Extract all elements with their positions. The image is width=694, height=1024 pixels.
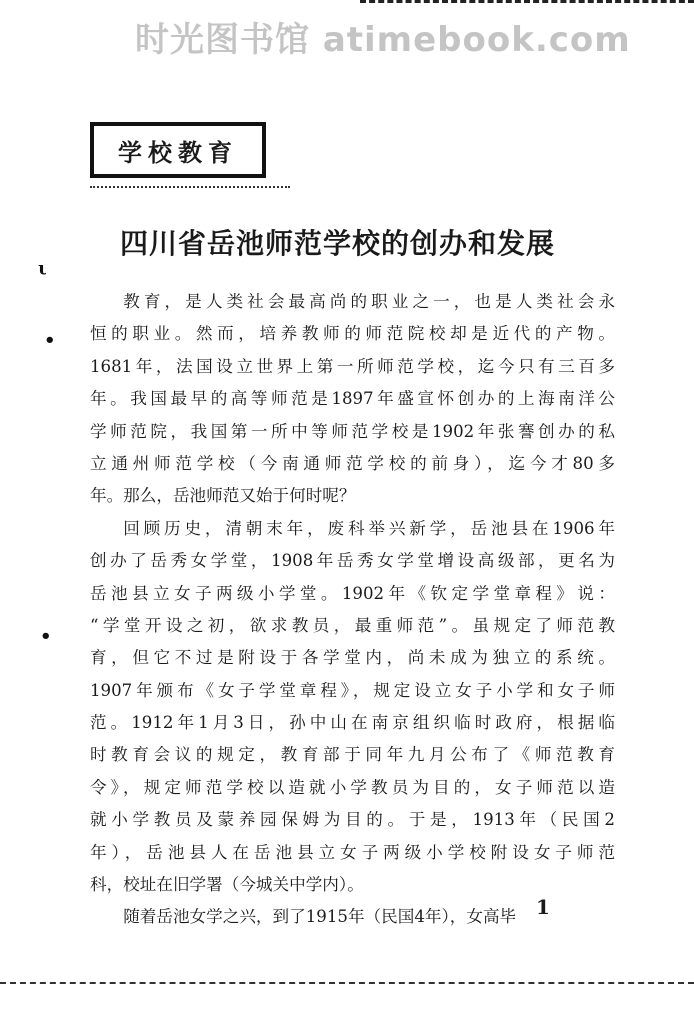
text-line: 恒的职业。然而，培养教师的师范院校却是近代的产物。 — [90, 324, 615, 344]
bottom-dashed-rule — [0, 982, 694, 986]
top-dashed-rule — [360, 0, 694, 9]
article-title: 四川省岳池师范学校的创办和发展 — [120, 227, 556, 260]
margin-mark: • — [40, 626, 52, 647]
margin-mark: • — [44, 330, 56, 351]
text-line: 1907年颁布《女子学堂章程》，规定设立女子小学和女子师 — [90, 680, 615, 700]
text-line: 学师范院，我国第一所中等师范学校是1902年张謇创办的私 — [90, 421, 615, 441]
page-number: 1 — [536, 895, 550, 919]
text-line: 范。1912年1月3日，孙中山在南京组织临时政府，根据临 — [90, 713, 615, 733]
paragraph-1 — [90, 286, 615, 513]
watermark: 时光图书馆 atimebook.com — [135, 20, 631, 60]
text-line: 年），岳池县人在岳池县立女子两级小学校附设女子师范 — [90, 842, 615, 862]
text-line: 创办了岳秀女学堂，1908年岳秀女学堂增设高级部，更名为 — [90, 551, 615, 571]
section-box-underline — [90, 186, 290, 190]
section-label: 学校教育 — [118, 138, 238, 167]
text-line: 育，但它不过是附设于各学堂内，尚未成为独立的系统。 — [90, 648, 615, 668]
text-line: 随着岳池女学之兴，到了1915年（民国4年），女高毕 — [123, 907, 517, 927]
text-line: 立通州师范学校（今南通师范学校的前身），迄今才80多 — [90, 453, 615, 473]
section-label-box — [90, 122, 266, 178]
text-line: 岳池县立女子两级小学堂。1902年《钦定学堂章程》说： — [90, 583, 615, 603]
text-line: 回顾历史，清朝末年，废科举兴新学，岳池县在1906年 — [123, 518, 615, 538]
text-line: 就小学教员及蒙养园保姆为目的。于是，1913年（民国2 — [90, 810, 615, 830]
text-line: 令》，规定师范学校以造就小学教员为目的，女子师范以造 — [90, 777, 615, 797]
text-line: 年。我国最早的高等师范是1897年盛宣怀创办的上海南洋公 — [90, 389, 615, 409]
text-line: 科，校址在旧学署（今城关中学内）。 — [90, 875, 364, 895]
margin-mark: ι — [38, 258, 47, 279]
text-line: 1681年，法国设立世界上第一所师范学校，迄今只有三百多 — [90, 356, 615, 376]
text-line: 教育，是人类社会最高尚的职业之一，也是人类社会永 — [123, 292, 615, 311]
article-body — [90, 286, 615, 934]
text-line: “学堂开设之初，欲求教员，最重师范”。虽规定了师范教 — [90, 615, 615, 635]
text-line: 年。那么，岳池师范又始于何时呢？ — [90, 486, 356, 506]
text-line: 时教育会议的规定，教育部于同年九月公布了《师范教育 — [90, 745, 615, 765]
paragraph-2 — [90, 513, 615, 902]
